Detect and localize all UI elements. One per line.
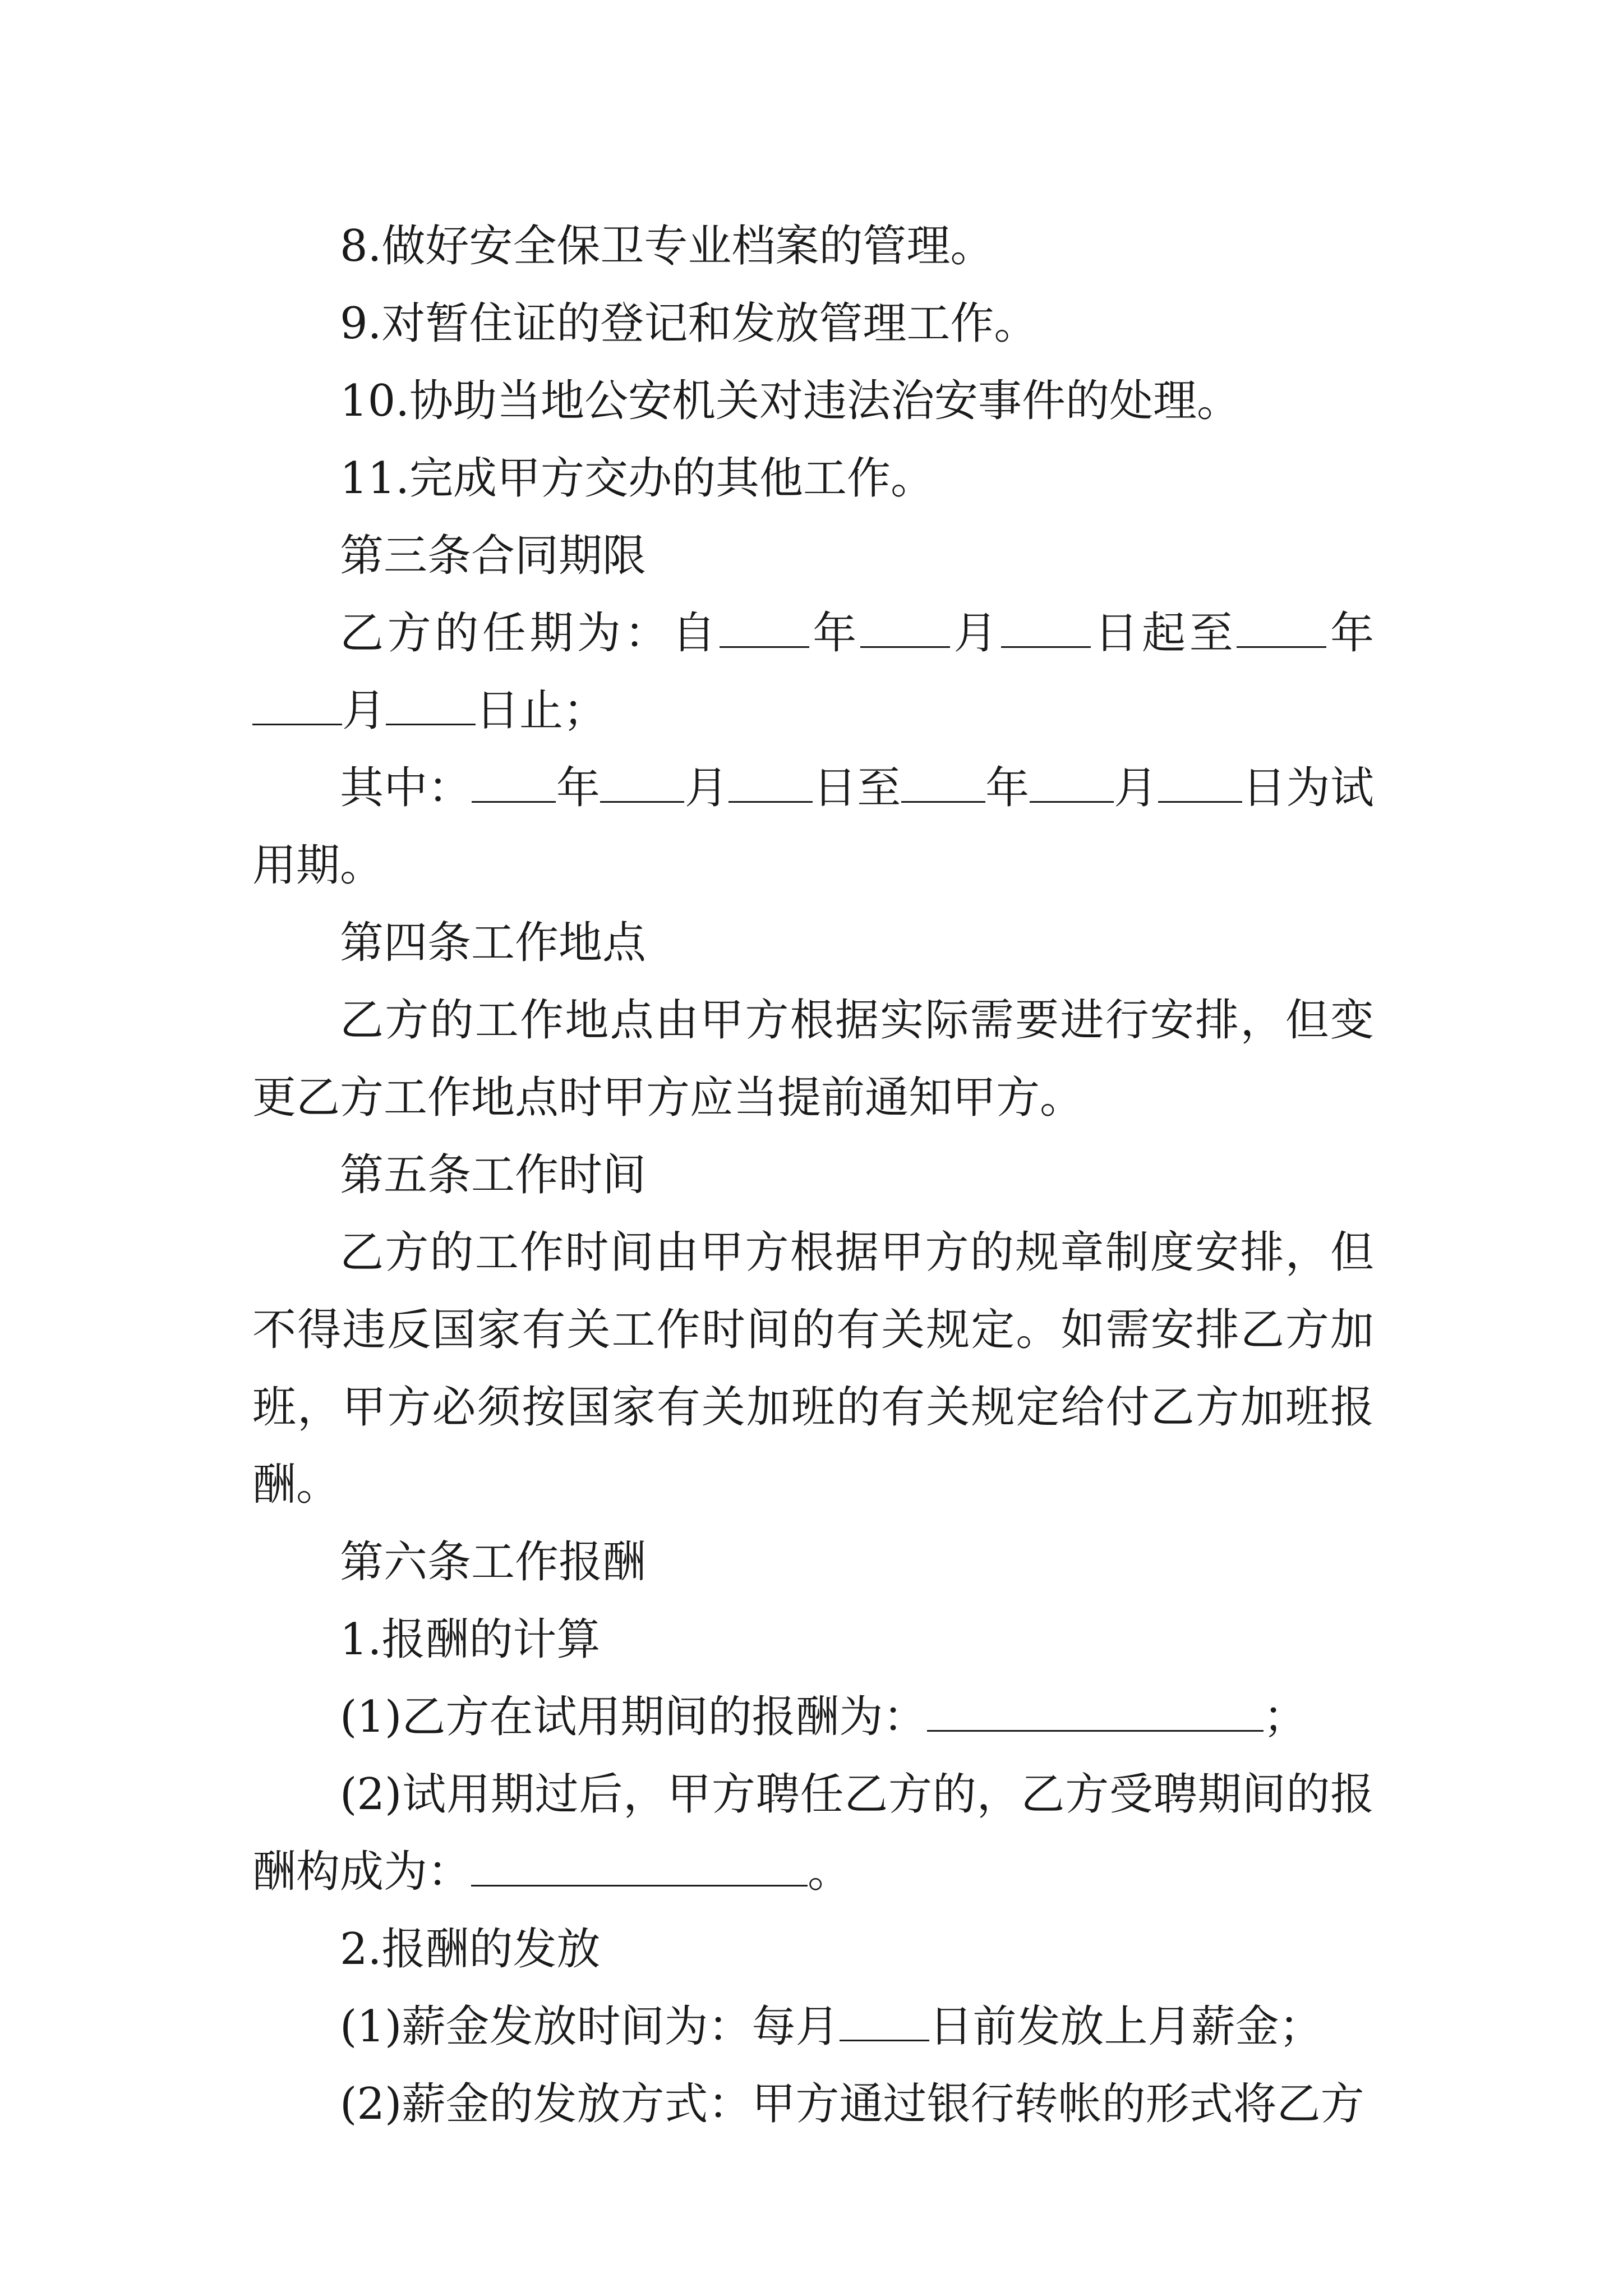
- list-item: [252, 1678, 1374, 1756]
- text-segment: 日为试用期。: [252, 763, 1374, 891]
- probation-line: [252, 749, 1374, 904]
- text-segment: 日起至: [1091, 608, 1237, 659]
- blank-field: [1237, 605, 1326, 648]
- blank-field: [1158, 760, 1242, 803]
- list-item: (2)薪金的发放方式：甲方通过银行转帐的形式将乙方: [340, 2079, 1364, 2129]
- blank-field: [901, 760, 985, 803]
- text-segment: 日止；: [476, 685, 607, 736]
- blank-field: [600, 760, 684, 803]
- contract-term-line: [252, 595, 1374, 749]
- text-segment: 月: [684, 763, 729, 813]
- blank-field: [1030, 760, 1114, 803]
- article-heading: 第六条工作报酬: [340, 1537, 647, 1588]
- text-segment: 年: [809, 608, 860, 659]
- list-item: 8.做好安全保卫专业档案的管理。: [340, 221, 994, 272]
- blank-field: [860, 605, 950, 648]
- text-segment: 月: [949, 608, 1002, 659]
- text-segment: (1)薪金发放时间为：每月: [340, 2001, 840, 2052]
- article-heading: 第三条合同期限: [340, 531, 647, 581]
- text-segment: 。: [808, 1847, 852, 1897]
- text-segment: 日至: [813, 763, 901, 813]
- article-heading: 第五条工作时间: [340, 1150, 647, 1200]
- article-heading: 第四条工作地点: [340, 918, 647, 968]
- text-segment: 月: [342, 685, 386, 736]
- text-segment: ；: [1263, 1692, 1307, 1742]
- text-segment: 年: [556, 763, 601, 813]
- sub-heading: 1.报酬的计算: [340, 1614, 601, 1665]
- list-item: [252, 1988, 1374, 2065]
- text-segment: 年: [1326, 608, 1374, 659]
- blank-field: [728, 760, 813, 803]
- text-segment: 其中：: [340, 763, 472, 813]
- list-item: 10.协助当地公安机关对违法治安事件的处理。: [340, 376, 1241, 426]
- blank-field: [386, 682, 476, 725]
- text-segment: 月: [1113, 763, 1158, 813]
- text-segment: (1)乙方在试用期间的报酬为：: [340, 1692, 927, 1742]
- blank-field: [252, 682, 342, 725]
- blank-field: [1001, 605, 1091, 648]
- blank-field: [472, 760, 556, 803]
- article-body: 乙方的工作时间由甲方根据甲方的规章制度安排，但不得违反国家有关工作时间的有关规定。如需安排乙方加班，甲方必须按国家有关加班的有关规定给付乙方加班报酬。: [252, 1227, 1374, 1510]
- document-body: [252, 208, 1374, 2143]
- blank-field: [927, 1688, 1264, 1732]
- blank-field: [720, 605, 809, 648]
- text-segment: 乙方的任期为：自: [340, 608, 720, 659]
- article-body: 乙方的工作地点由甲方根据实际需要进行安排，但变更乙方工作地点时甲方应当提前通知甲方。: [252, 995, 1374, 1123]
- text-segment: (2)试用期过后，甲方聘任乙方的，乙方受聘期间的报酬构成为：: [252, 1769, 1374, 1897]
- blank-field: [471, 1843, 808, 1887]
- blank-field: [840, 1998, 929, 2041]
- text-segment: 日前发放上月薪金；: [929, 2001, 1323, 2052]
- sub-heading: 2.报酬的发放: [340, 1924, 601, 1975]
- text-segment: 年: [985, 763, 1030, 813]
- list-item: 11.完成甲方交办的其他工作。: [340, 453, 935, 504]
- list-item: [252, 1756, 1374, 1911]
- list-item: 9.对暂住证的登记和发放管理工作。: [340, 298, 1038, 349]
